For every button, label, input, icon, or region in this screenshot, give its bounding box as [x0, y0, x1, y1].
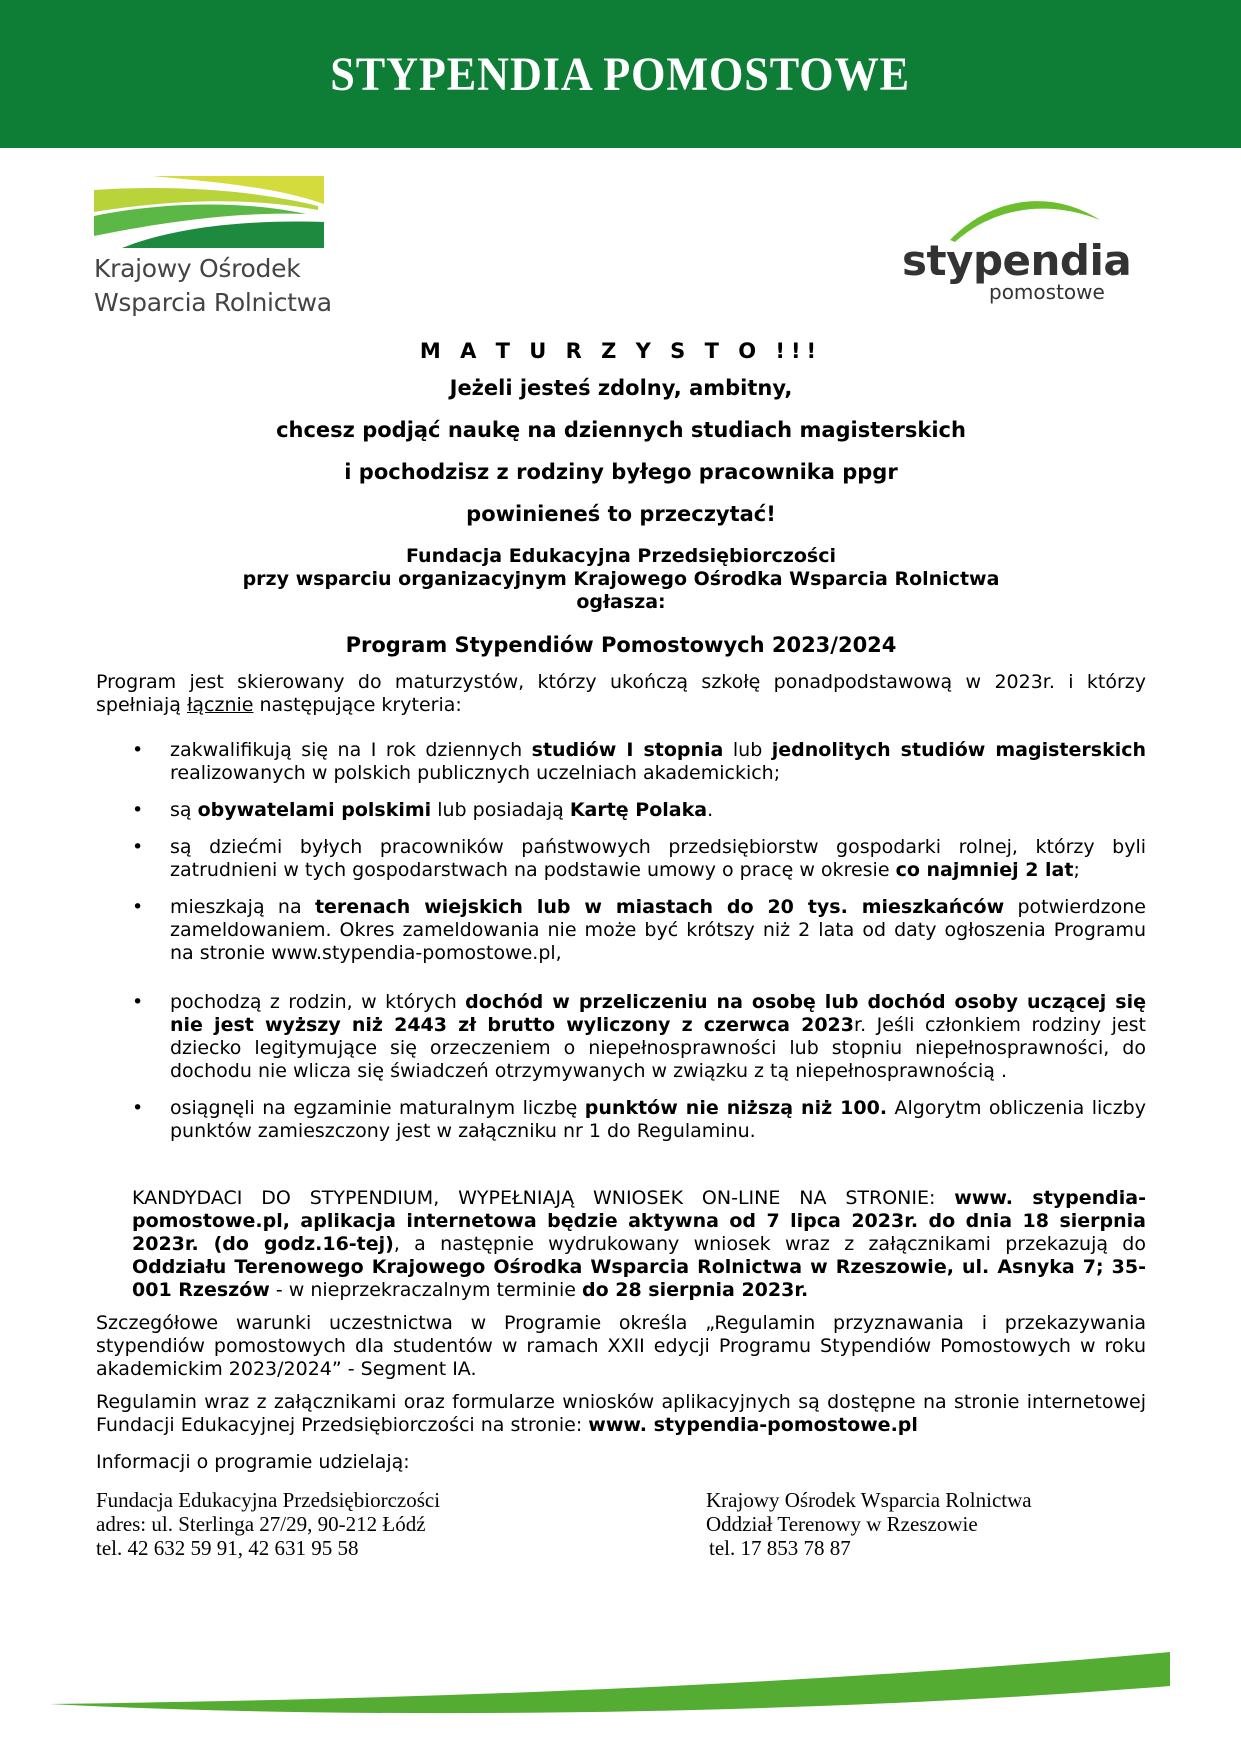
bold-text: jednolitych studiów magisterskich [771, 739, 1147, 761]
bullet-icon: • [132, 1097, 144, 1119]
text: osiągnęli na egzaminie maturalnym liczbę [170, 1097, 585, 1119]
banner-title: STYPENDIA POMOSTOWE [330, 47, 911, 101]
text: . [707, 799, 714, 821]
bold-text: dochód w przeliczeniu na osobę lub dochód osoby uczącej się nie jest wyższy niż 2443 zł brutto wyliczony z czerwca 2023 [170, 991, 1146, 1036]
text: są dziećmi byłych pracowników państwowych przedsiębiorstw gospodarki rolnej, którzy byli zatrudnieni w tych gospodarstwach na podstawie umowy o pracę w okresie [170, 836, 1146, 881]
text: lub posiadają [431, 799, 570, 821]
intro-paragraph [96, 671, 1146, 717]
bold-text: do 28 sierpnia 2023r. [581, 1279, 809, 1301]
candidates-paragraph [132, 1187, 1146, 1302]
logo-main-text: stypendia [902, 236, 1132, 285]
footer-swoosh-icon [50, 1650, 1170, 1730]
bold-text: Kartę Polaka [569, 799, 708, 821]
bullet-icon: • [132, 991, 144, 1013]
headline-line: chcesz podjąć naukę na dziennych studiach magisterskich [276, 418, 966, 442]
details-paragraph: Szczegółowe warunki uczestnictwa w Programie określa „Regulamin przyznawania i przekazywania stypendiów pomostowych dla studentów w ramach XXII edycji Programu Stypendiów Pomostowych w roku akademickim 2023/2024” - Segment IA. [96, 1312, 1146, 1380]
criterion-item [96, 991, 1146, 1083]
text: realizowanych w polskich publicznych uczelniach akademickich; [170, 762, 781, 784]
criterion-item [96, 1097, 1146, 1143]
kowr-logo-line2: Wsparcia Rolnictwa [94, 288, 332, 317]
headline-line: powinieneś to przeczytać! [466, 502, 776, 526]
bullet-icon: • [132, 836, 144, 858]
text: - w nieprzekraczalnym terminie [269, 1279, 582, 1301]
criterion-item [96, 799, 1146, 822]
text: pochodzą z rodzin, w których [170, 991, 466, 1013]
website-link[interactable]: www. stypendia-pomostowe.pl [588, 1414, 918, 1436]
criteria-list [96, 739, 1146, 1143]
headline-line: i pochodzisz z rodziny byłego pracownika ppgr [344, 460, 898, 484]
bold-text: terenach wiejskich lub w miastach do 20 tys. mieszkańców [314, 896, 1005, 918]
header-banner [0, 0, 1241, 148]
contact-address: Oddział Terenowy w Rzeszowie [706, 1512, 978, 1536]
info-label: Informacji o programie udzielają: [96, 1451, 410, 1473]
text: ; [1073, 859, 1080, 881]
bullet-icon: • [132, 799, 144, 821]
kowr-logo [92, 174, 332, 326]
intro-text-end: następujące kryteria: [253, 694, 462, 716]
bold-text: punktów nie niższą niż 100. [584, 1097, 888, 1119]
criterion-item [96, 836, 1146, 882]
bold-text: studiów I stopnia [531, 739, 724, 761]
text: , a następnie wydrukowany wniosek wraz z załącznikami przekazują do [393, 1233, 1146, 1255]
contact-phone: tel. 42 632 59 91, 42 631 95 58 [96, 1536, 359, 1560]
intro-underlined: łącznie [186, 694, 254, 716]
contact-name: Fundacja Edukacyjna Przedsiębiorczości [96, 1488, 441, 1512]
bold-text: co najmniej 2 lat [895, 859, 1074, 881]
bullet-icon: • [132, 896, 144, 918]
announcer-line: Fundacja Edukacyjna Przedsiębiorczości [406, 545, 836, 567]
text: Algorytm obliczenia liczby punktów zamieszczony jest w załączniku nr 1 do Regulaminu. [170, 1097, 1146, 1142]
announcer-line: ogłasza: [576, 591, 666, 613]
criterion-item [96, 739, 1146, 785]
contact-kowr [706, 1488, 1032, 1560]
stypendia-pomostowe-logo [900, 190, 1140, 310]
contact-name: Krajowy Ośrodek Wsparcia Rolnictwa [706, 1488, 1032, 1512]
contacts-section [96, 1488, 1146, 1560]
bold-text: obywatelami polskimi [197, 799, 432, 821]
text: lub [723, 739, 772, 761]
headline-line: Jeżeli jesteś zdolny, ambitny, [449, 376, 793, 400]
contact-phone: tel. 17 853 78 87 [709, 1536, 851, 1560]
regulations-text: Regulamin wraz z załącznikami oraz formularze wniosków aplikacyjnych są dostępne na stronie internetowej Fundacji Edukacyjnej Przedsiębiorczości na stronie: [96, 1391, 1146, 1436]
text: są [170, 799, 198, 821]
bullet-icon: • [132, 739, 144, 761]
kowr-logo-line1: Krajowy Ośrodek [94, 254, 301, 283]
text: KANDYDACI DO STYPENDIUM, WYPEŁNIAJĄ WNIOSEK ON-LINE NA STRONIE: [132, 1187, 955, 1209]
intro-text: Program jest skierowany do maturzystów, którzy ukończą szkołę ponadpodstawową w 2023r. i którzy spełniają [96, 671, 1146, 716]
program-title: Program Stypendiów Pomostowych 2023/2024 [345, 633, 897, 657]
document-body [96, 340, 1146, 1560]
maturzysto-heading: M A T U R Z Y S T O !!! [419, 339, 823, 363]
text: zakwalifikują się na I rok dziennych [170, 739, 532, 761]
criterion-item [96, 896, 1146, 965]
text: potwierdzone zameldowaniem. Okres zameldowania nie może być krótszy niż 2 lata od daty ogłoszenia Programu na stronie www.stypendia-pomostowe.pl, [170, 896, 1146, 964]
bold-text: www. stypendia-pomostowe.pl, aplikacja internetowa będzie aktywna od 7 lipca 2023r. do dnia 18 sierpnia 2023r. (do godz.16-tej) [132, 1187, 1146, 1255]
text: r. Jeśli członkiem rodziny jest dziecko legitymujące się orzeczeniem o niepełnosprawności lub stopniu niepełnosprawności, do dochodu nie wlicza się świadczeń otrzymywanych w związku z tą niepełnosprawnością . [170, 1014, 1146, 1082]
regulations-paragraph [96, 1391, 1146, 1437]
contact-address: adres: ul. Sterlinga 27/29, 90-212 Łódź [96, 1512, 426, 1536]
contact-fep [96, 1488, 706, 1560]
bold-text: Oddziału Terenowego Krajowego Ośrodka Wsparcia Rolnictwa w Rzeszowie, ul. Asnyka 7; 35-001 Rzeszów [132, 1256, 1146, 1301]
logo-sub-text: pomostowe [989, 280, 1105, 304]
kowr-fields-icon [92, 174, 324, 250]
announcer-line: przy wsparciu organizacyjnym Krajowego Ośrodka Wsparcia Rolnictwa [242, 568, 1000, 590]
text: mieszkają na [170, 896, 315, 918]
